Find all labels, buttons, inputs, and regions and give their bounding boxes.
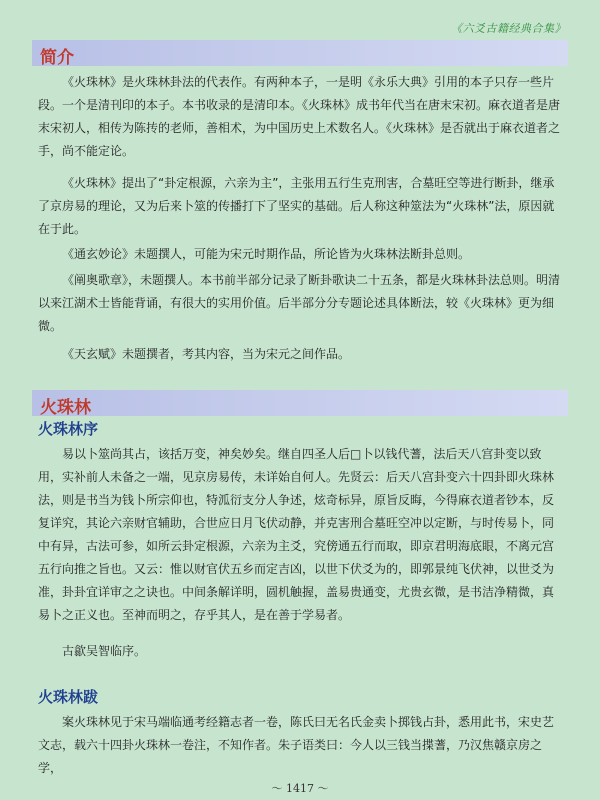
intro-paragraph-3: 《通玄妙论》未题撰人，可能为宋元时期作品，所论皆为火珠林法断卦总则。	[62, 247, 471, 261]
preface-signature: 古歙吴智临序。	[62, 644, 147, 658]
book-title-tag: 《六爻古籍经典合集》	[451, 22, 566, 35]
postscript-paragraph-1: 案火珠林见于宋马端临通考经籍志者一卷，陈氏曰无名氏金卖卜掷钱占卦，悉用此书，宋史艺文志，载六十四卦火珠林一卷注，不知作者。朱子语类曰：今人以三钱当揲蓍，乃汉焦赣京房之学，	[38, 715, 555, 775]
section-heading-huozhulin: 火珠林	[40, 398, 91, 418]
section-heading-intro: 简介	[40, 48, 74, 68]
intro-paragraph-2: 《火珠林》提出了“卦定根源，六亲为主”，主张用五行生克刑害，合墓旺空等进行断卦，继承了京房易的理论，又为后来卜筮的传播打下了坚实的基础。后人称这种筮法为“火珠林”法，原因就在于此。	[38, 176, 555, 236]
preface-paragraph-1: 易以卜筮尚其占，该括万变，神矣妙矣。继自四圣人后□卜以钱代蓍，法后天八宫卦变以致用，实补前人未备之一端，见京房易传，未详始自何人。先贤云：后天八宫卦变六十四卦即火珠林法，则是书当为钱卜所宗仰也，特泒衍支分人争述，炫奇标异，原旨反晦，今得麻衣道者钞本，反复详究，其论六亲财官辅助，合世应日月飞伏动静，并克害刑合墓旺空冲以定断，与时传易卜，同中有异，古法可参，如所云卦定根源，六亲为主爻，究傍通五行而取，即京君明海底眼，不离元宫五行向推之旨也。又云：惟以财官伏五乡而定吉凶，以世下伏爻为的，即郭景纯飞伏神，以世爻为准，卦卦宜详审之之诀也。中间条解详明，圆机触握，盖易贵通变，尤贵玄微，是书洁净精微，真易卜之正义也。至神而明之，存乎其人，是在善于学易者。	[38, 447, 555, 622]
page-number: ～ 1417 ～	[271, 782, 329, 795]
section-heading-bar	[32, 40, 568, 66]
section-heading-bar	[32, 390, 568, 416]
intro-paragraph-4: 《阐奥歌章》，未题撰人。本书前半部分记录了断卦歌诀二十五条，都是火珠林卦法总则。明清以来江湖术士皆能背诵，有很大的实用价值。后半部分分专题论述具体断法，较《火珠林》更为细微。	[38, 273, 561, 333]
subsection-heading-preface: 火珠林序	[38, 420, 99, 438]
intro-paragraph-5: 《天玄赋》未题撰者，考其内容，当为宋元之间作品。	[62, 347, 351, 361]
intro-paragraph-1: 《火珠林》是火珠林卦法的代表作。有两种本子，一是明《永乐大典》引用的本子只存一些片段。一个是清刊印的本子。本书收录的是清印本。《火珠林》成书年代当在唐末宋初。麻衣道者是唐末宋初人，相传为陈抟的老师，善相术，为中国历史上术数名人。《火珠林》是否就出于麻衣道者之手，尚不能定论。	[38, 75, 561, 158]
subsection-heading-postscript: 火珠林跋	[38, 688, 99, 706]
